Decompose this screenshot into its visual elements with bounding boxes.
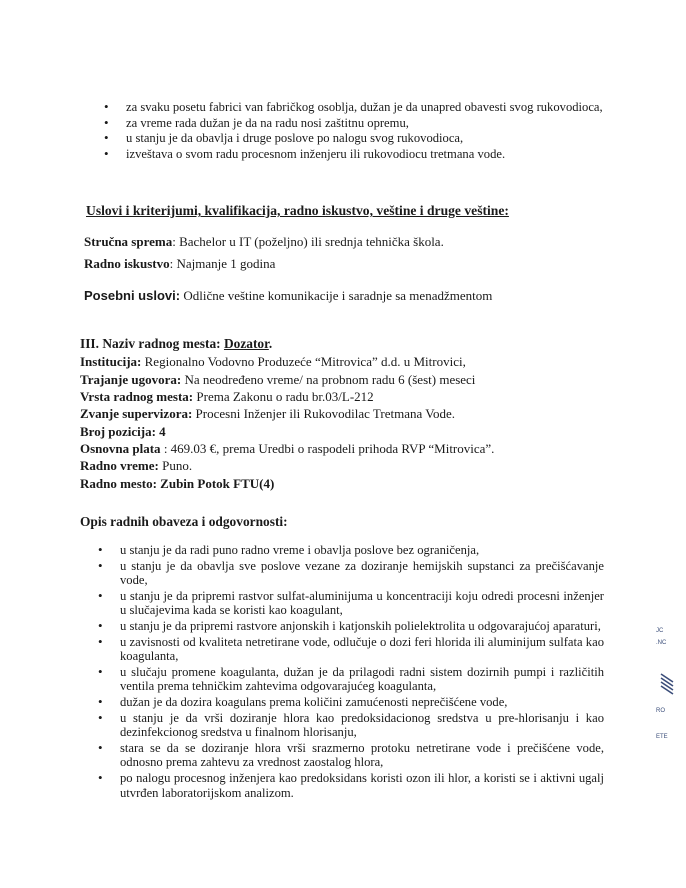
stamp-fragment: RO <box>656 708 665 714</box>
salary-line: Osnovna plata : 469.03 €, prema Uredbi o raspodeli prihoda RVP “Mitrovica”. <box>80 441 495 456</box>
conditions-heading: Uslovi i kriterijumi, kvalifikacija, radno iskustvo, veštine i druge veštine: <box>86 203 509 218</box>
list-item: • stara se da se doziranje hlora vrši srazmerno protoku netretirane vode i prečišćene vode, odnosno prema zahtevu za vrednost zaostalog hlora, <box>98 741 604 770</box>
stamp-graphic <box>659 672 675 698</box>
contract-line: Trajanje ugovora: Na neodređeno vreme/ na probnom radu 6 (šest) meseci <box>80 372 476 387</box>
list-item: • u stanju je da obavlja sve poslove vezane za doziranje hemijskih supstanci za prečišćavanje vode, <box>98 559 604 588</box>
stamp-fragment: .NC <box>656 640 667 646</box>
list-item: • u stanju je da obavlja i druge poslove po nalogu svog rukovodioca, <box>104 131 612 146</box>
list-item: • izveštava o svom radu procesnom inženjeru ili rukovodiocu tretmana vode. <box>104 147 612 162</box>
list-item: • za vreme rada dužan je da na radu nosi zaštitnu opremu, <box>104 116 612 131</box>
duties-heading: Opis radnih obaveza i odgovornosti: <box>80 514 288 529</box>
education-value: : Bachelor u IT (poželjno) ili srednja tehnička škola. <box>172 234 444 249</box>
list-item: • po nalogu procesnog inženjera kao predoksidans koristi ozon ili hlor, a koristi se i aktivni ugalj utvrđen laboratorijskom analizom. <box>98 771 604 800</box>
responsibilities-list-continued <box>104 100 612 162</box>
position-heading: III. Naziv radnog mesta: Dozator. <box>80 336 273 351</box>
stamp-fragment: ETE <box>656 734 668 740</box>
education-line <box>84 234 444 250</box>
experience-label: Radno iskustvo <box>84 256 170 271</box>
stamp-fragment: JC <box>656 628 664 634</box>
positions-count-line: Broj pozicija: 4 <box>80 424 166 439</box>
list-item: • u stanju je da pripremi rastvor sulfat-aluminijuma u koncentraciji koju odredi procesni inženjer u slučajevima kada se koristi kao koagulant, <box>98 589 604 618</box>
position-type-line: Vrsta radnog mesta: Prema Zakonu o radu br.03/L-212 <box>80 389 374 404</box>
list-item: • za svaku posetu fabrici van fabričkog osoblja, dužan je da unapred obavesti svog rukovodioca, <box>104 100 612 115</box>
experience-line <box>84 256 275 272</box>
list-item: • u stanju je da pripremi rastvore anjonskih i katjonskih polielektrolita u odgovarajućoj aparaturi, <box>98 619 604 634</box>
duties-list <box>98 543 604 801</box>
working-hours-line: Radno vreme: Puno. <box>80 458 193 473</box>
list-item: • dužan je da dozira koagulans prema količini zamućenosti neprečišćene vode, <box>98 695 604 710</box>
education-label: Stručna sprema <box>84 234 173 249</box>
special-value: Odlične veštine komunikacije i saradnje sa menadžmentom <box>180 288 493 303</box>
work-location-line: Radno mesto: Zubin Potok FTU(4) <box>80 476 275 491</box>
position-title: Dozator <box>223 336 269 351</box>
list-item: • u stanju je da radi puno radno vreme i obavlja poslove bez ograničenja, <box>98 543 604 558</box>
experience-value: : Najmanje 1 godina <box>169 256 276 271</box>
list-item: • u stanju je da vrši doziranje hlora kao predoksidacionog sredstva u pre-hlorisanju i kao dezinfekcionog sredstva u finalnom hlorisanju, <box>98 711 604 740</box>
list-item: • u slučaju promene koagulanta, dužan je da prilagodi radni sistem dozirnih pumpi i različitih ventila prema tehničkim zahtevima odgovarajućeg koagulanta, <box>98 665 604 694</box>
special-conditions-line <box>84 288 492 304</box>
special-label: Posebni uslovi: <box>84 288 181 303</box>
institution-line: Institucija: Regionalno Vodovno Produzeće “Mitrovica” d.d. u Mitrovici, <box>80 354 466 369</box>
supervisor-line: Zvanje supervizora: Procesni Inženjer ili Rukovodilac Tretmana Vode. <box>80 406 456 421</box>
list-item: • u zavisnosti od kvaliteta netretirane vode, odlučuje o dozi feri hlorida ili aluminijum sulfata kao koagulanta, <box>98 635 604 664</box>
